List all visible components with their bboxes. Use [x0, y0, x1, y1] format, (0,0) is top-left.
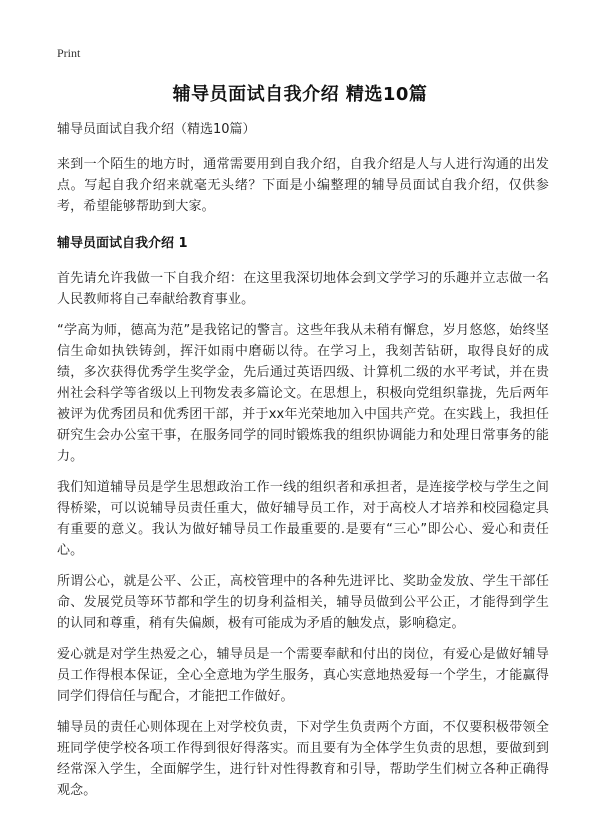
document-subtitle: 辅导员面试自我介绍（精选10篇）: [57, 122, 256, 137]
page-title: 辅导员面试自我介绍 精选10篇: [172, 84, 428, 105]
document-body: [57, 119, 549, 811]
body-paragraph-2: “学高为师，德高为范”是我铭记的警言。这些年我从未稍有懈怠，岁月悠悠，始终坚信生命如执铁铸剑，挥汗如雨中磨砺以待。在学习上，我刻苦钻研，取得良好的成绩，多次获得优秀学生奖学金，先后通过英语四级、计算机二级的水平考试，并在贵州社会科学等省级以上刊物发表多篇论文。在思想上，积极向党组织靠拢，先后两年被评为优秀团员和优秀团干部，并于xx年光荣地加入中国共产党。在实践上，我担任研究生会办公室干事，在服务同学的同时锻炼我的组织协调能力和处理日常事务的能力。: [57, 323, 549, 464]
body-paragraph-3: 我们知道辅导员是学生思想政治工作一线的组织者和承担者，是连接学校与学生之间得桥梁，可以说辅导员责任重大，做好辅导员工作，对于高校人才培养和校园稳定具有重要的意义。我认为做好辅导员工作最重要的.是要有“三心”即公心、爱心和责任心。: [57, 480, 549, 558]
section-heading: 辅导员面试自我介绍 1: [57, 236, 188, 251]
body-paragraph-1: 首先请允许我做一下自我介绍：在这里我深切地体会到文学学习的乐趣并立志做一名人民教师将自己奉献给教育事业。: [57, 271, 549, 307]
body-paragraph-5: 爱心就是对学生热爱之心，辅导员是一个需要奉献和付出的岗位，有爱心是做好辅导员工作得根本保证，全心全意地为学生服务，真心实意地热爱每一个学生，才能赢得同学们得信任与配合，才能把工作做好。: [57, 647, 549, 704]
body-paragraph-4: 所谓公心，就是公平、公正，高校管理中的各种先进评比、奖助金发放、学生干部任命、发展党员等环节都和学生的切身利益相关，辅导员做到公平公正，才能得到学生的认同和尊重，稍有失偏颇，极有可能成为矛盾的触发点，影响稳定。: [57, 574, 549, 631]
intro-paragraph: 来到一个陌生的地方时，通常需要用到自我介绍，自我介绍是人与人进行沟通的出发点。写起自我介绍来就毫无头绪？下面是小编整理的辅导员面试自我介绍，仅供参考，希望能够帮助到大家。: [57, 157, 549, 214]
print-link[interactable]: Print: [57, 46, 81, 60]
body-paragraph-6: 辅导员的责任心则体现在上对学校负责，下对学生负责两个方面，不仅要积极带领全班同学使学校各项工作得到很好得落实。而且要有为全体学生负责的思想，要做到到经常深入学生，全面解学生，进行针对性得教育和引导，帮助学生们树立各种正确得观念。: [57, 720, 549, 798]
